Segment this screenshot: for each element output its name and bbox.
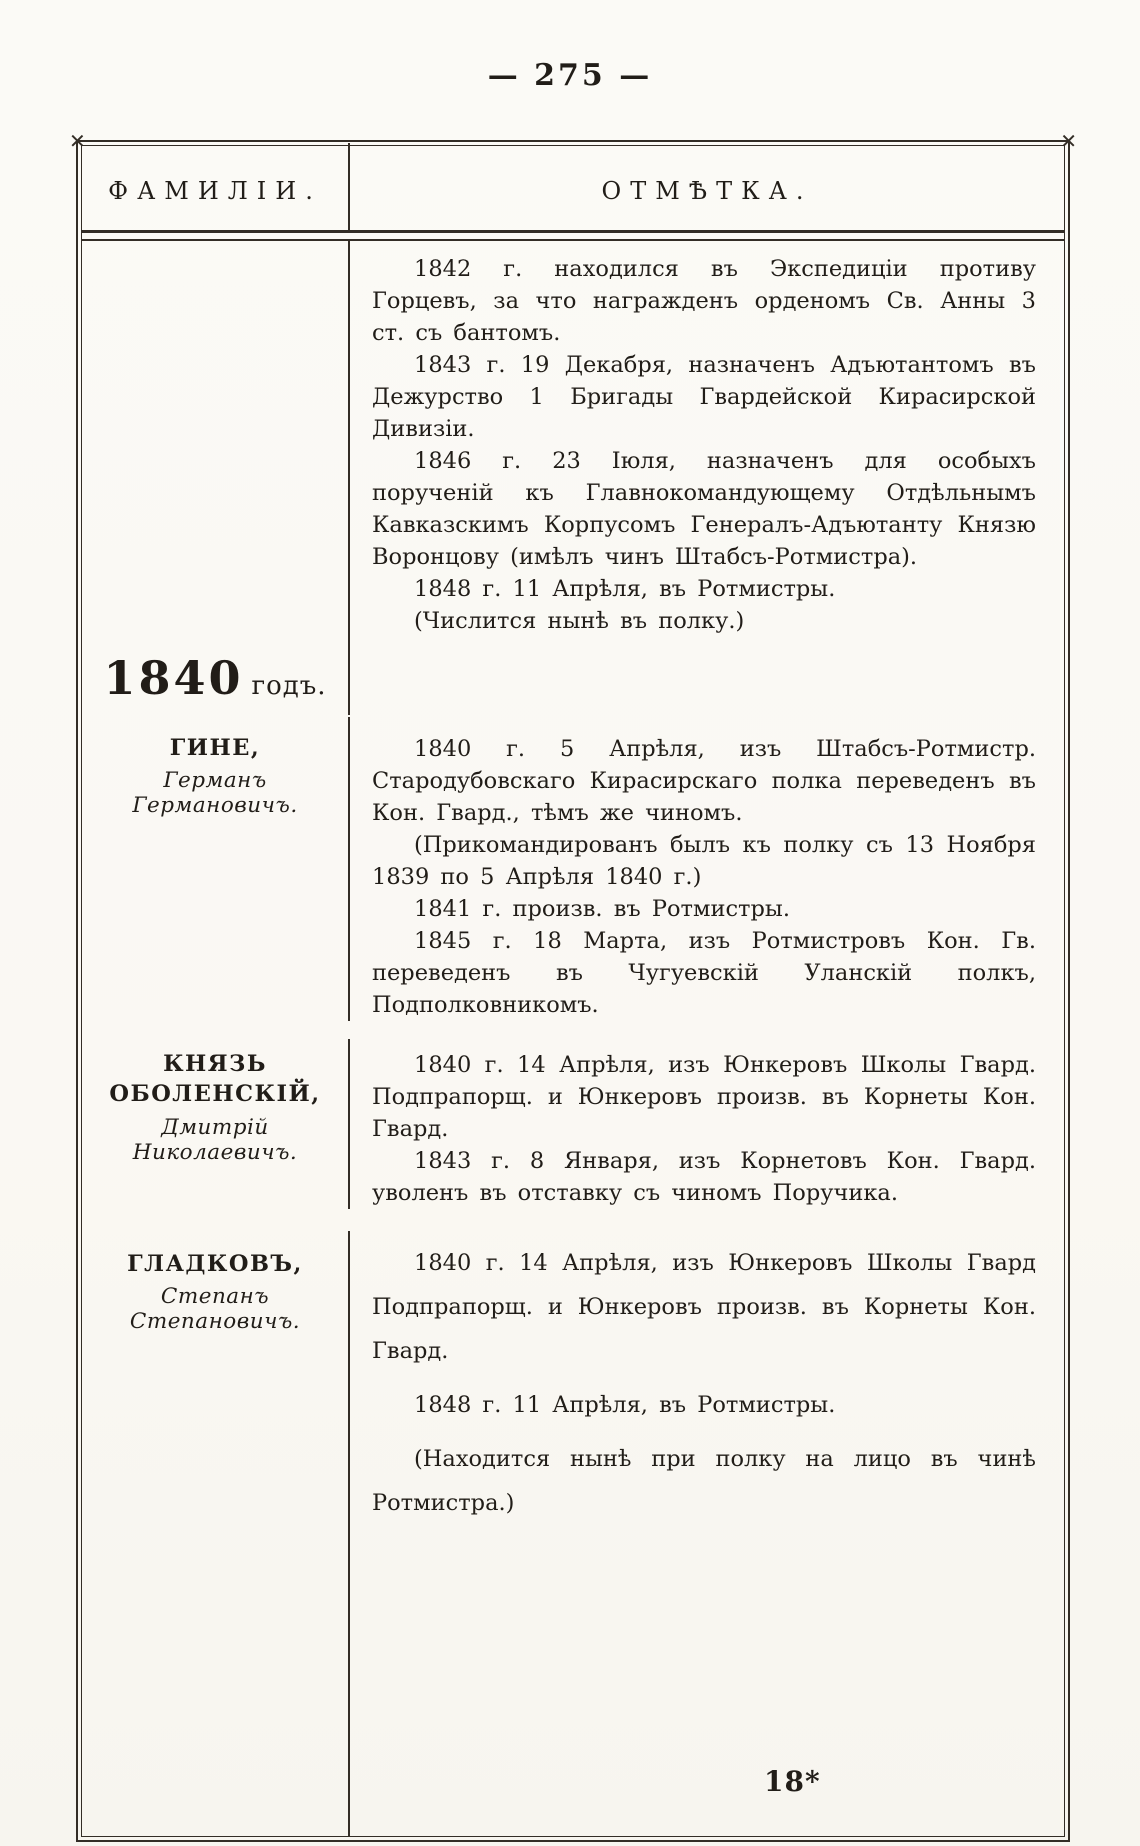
note-paragraph: (Числится нынѣ въ полку.)	[414, 608, 745, 634]
corner-ornament-icon: ✕	[1060, 129, 1077, 153]
note-paragraph: 1841 г. произв. въ Ротмистры.	[414, 896, 790, 922]
corner-ornament-icon: ✕	[69, 129, 86, 153]
note-paragraph: 1845 г. 18 Марта, изъ Ротмистровъ Кон. Гв. переведенъ въ Чугуевскій Уланскій полкъ, Подполковникомъ.	[372, 928, 1036, 1018]
entry-surname: ГИНЕ,	[169, 735, 261, 761]
entry-surname: ГЛАДКОВЪ,	[127, 1251, 303, 1277]
entry-patronymic: Дмитрій Николаевичъ.	[132, 1114, 298, 1165]
table-row	[82, 717, 1064, 1021]
table-row	[82, 1039, 1064, 1209]
year-heading-row	[82, 637, 1064, 715]
name-cell	[82, 1039, 350, 1209]
name-cell-empty	[82, 241, 350, 637]
note-paragraph: 1843 г. 19 Декабря, назначенъ Адъютантомъ въ Дежурство 1 Бригады Гвардейской Кирасирской Дивизіи.	[372, 352, 1036, 442]
notes-cell	[350, 1039, 1064, 1209]
table-body	[82, 241, 1064, 1836]
note-paragraph: 1848 г. 11 Апрѣля, въ Ротмистры.	[414, 576, 836, 602]
entry-surname: КНЯЗЬ ОБОЛЕНСКІЙ,	[109, 1051, 321, 1108]
table-row	[82, 1231, 1064, 1836]
note-paragraph: 1842 г. находился въ Экспедиціи противу Горцевъ, за что награжденъ орденомъ Св. Анны 3 ст. съ бантомъ.	[372, 256, 1036, 346]
note-paragraph: (Прикомандированъ былъ къ полку съ 13 Ноября 1839 по 5 Апрѣля 1840 г.)	[372, 832, 1036, 890]
note-paragraph: 1840 г. 5 Апрѣля, изъ Штабсъ-Ротмистр. Стародубовскаго Кирасирскаго полка переведенъ въ Кон. Гвард., тѣмъ же чиномъ.	[372, 736, 1036, 826]
note-paragraph: (Находится нынѣ при полку на лицо въ чинѣ Ротмистра.)	[372, 1446, 1036, 1516]
note-paragraph: 1848 г. 11 Апрѣля, въ Ротмистры.	[414, 1392, 836, 1418]
header-double-rule	[82, 230, 1064, 241]
notes-cell	[350, 1231, 1064, 1836]
notes-cell-empty	[350, 637, 1064, 715]
header-notes-label: ОТМѢТКА.	[601, 177, 813, 205]
header-names-label: ФАМИЛІИ.	[108, 177, 322, 205]
name-cell	[82, 1231, 350, 1836]
notes-cell	[350, 717, 1064, 1021]
table-header	[82, 146, 1064, 230]
notes-cell	[350, 241, 1064, 637]
year-heading	[82, 637, 350, 715]
name-cell	[82, 717, 350, 1021]
page-number: — 275 —	[487, 58, 653, 93]
year-heading-number: 1840	[103, 651, 244, 705]
header-notes-col	[350, 171, 1064, 205]
record-table-frame	[69, 129, 1077, 1842]
note-paragraph: 1840 г. 14 Апрѣля, изъ Юнкеровъ Школы Гвард Подпрапорщ. и Юнкеровъ произв. въ Корнеты Кон. Гвард.	[372, 1250, 1036, 1364]
entry-patronymic: Степанъ Степановичъ.	[129, 1284, 301, 1335]
note-paragraph: 1843 г. 8 Января, изъ Корнетовъ Кон. Гвард. уволенъ въ отставку съ чиномъ Поручика.	[372, 1148, 1036, 1206]
note-paragraph: 1840 г. 14 Апрѣля, изъ Юнкеровъ Школы Гвард. Подпрапорщ. и Юнкеровъ произв. въ Корнеты Кон. Гвард.	[372, 1052, 1036, 1142]
entry-patronymic: Германъ Германовичъ.	[132, 768, 298, 819]
table-row	[82, 241, 1064, 637]
header-names-col	[82, 143, 350, 233]
record-table	[81, 145, 1065, 1837]
signature-mark: 18*	[764, 1765, 821, 1798]
note-paragraph: 1846 г. 23 Іюля, назначенъ для особыхъ порученій къ Главнокомандующему Отдѣльнымъ Кавказскимъ Корпусомъ Генералъ-Адъютанту Князю Воронцову (имѣлъ чинъ Штабсъ-Ротмистра).	[372, 448, 1036, 570]
year-heading-word: годъ.	[251, 671, 327, 701]
